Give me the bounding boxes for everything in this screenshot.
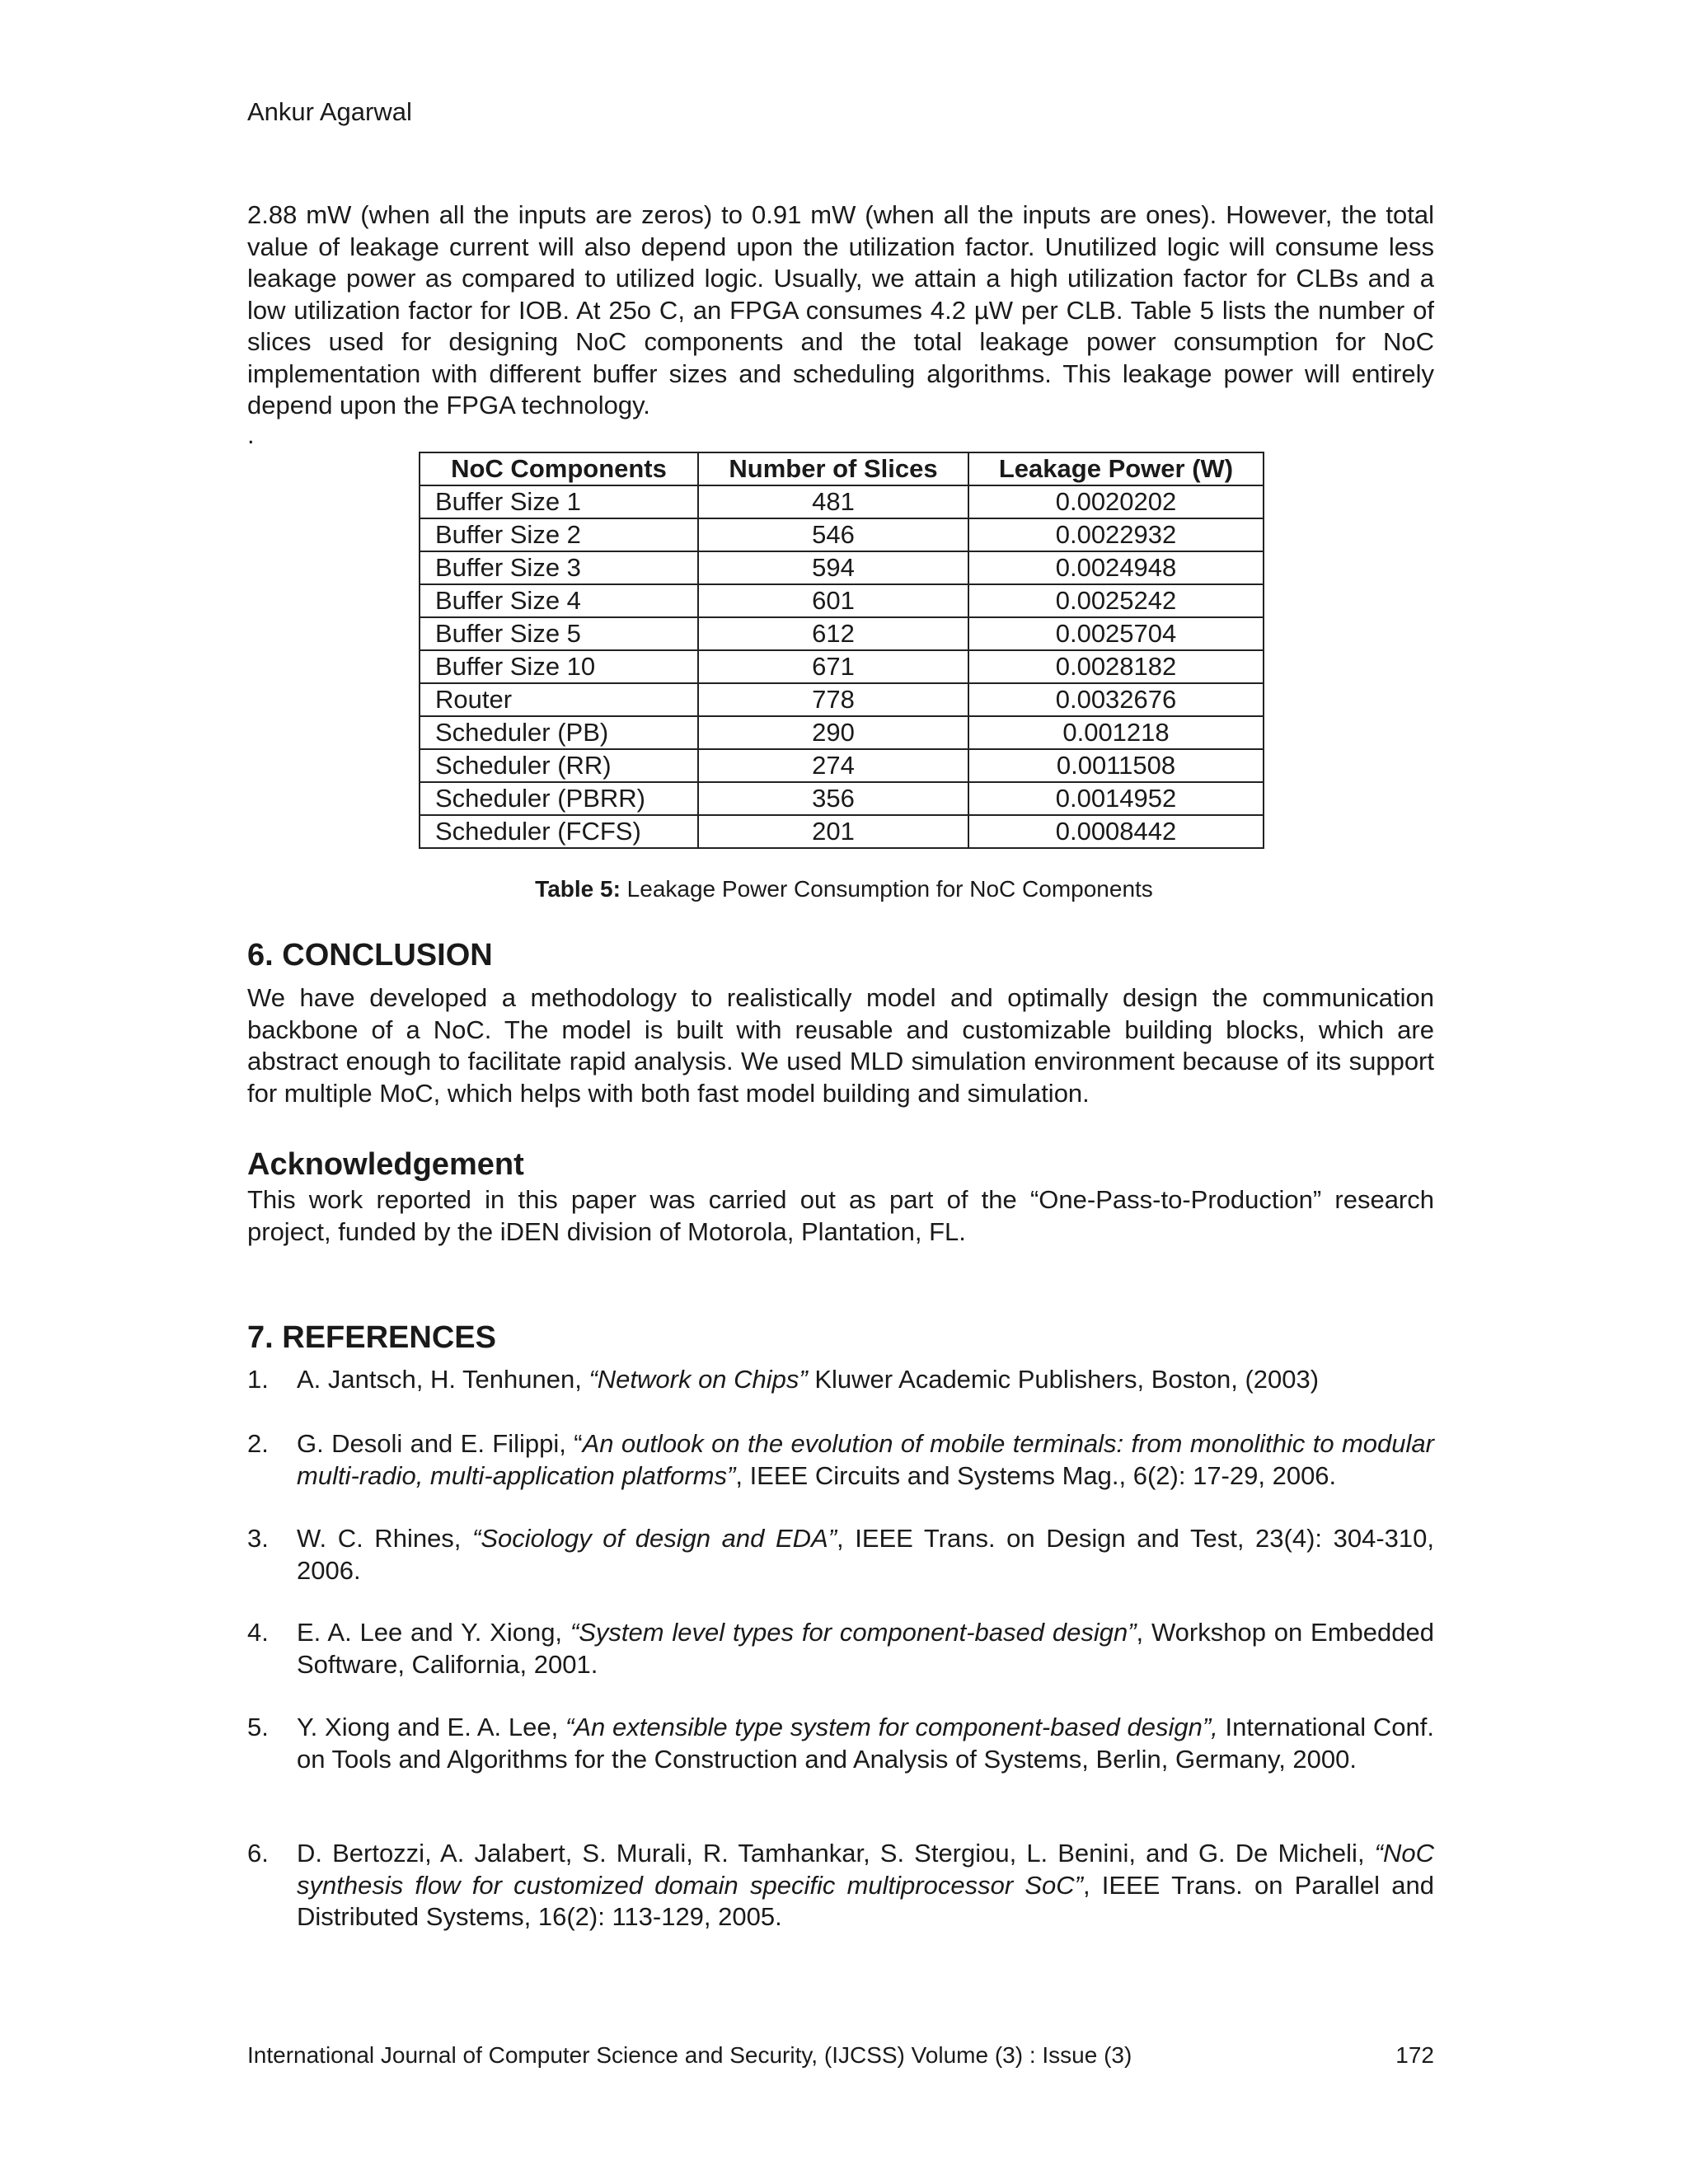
cell-slices: 546: [698, 518, 968, 551]
reference-venue: International Conf. on Tools and Algorithms for the Construction and Analysis of Systems, Berlin, Germany, 2000.: [297, 1713, 1434, 1774]
cell-leakage: 0.0025242: [968, 584, 1264, 617]
table-row: [420, 551, 1264, 584]
table-row: [420, 782, 1264, 815]
cell-component: Buffer Size 4: [420, 584, 698, 617]
cell-slices: 612: [698, 617, 968, 650]
reference-authors: E. A. Lee and Y. Xiong,: [297, 1618, 570, 1647]
reference-item: [247, 1364, 1434, 1396]
table-row: [420, 518, 1264, 551]
table-row: [420, 650, 1264, 683]
cell-component: Scheduler (RR): [420, 749, 698, 782]
reference-title: “System level types for component-based design”: [570, 1618, 1137, 1647]
running-header-author: Ankur Agarwal: [247, 97, 412, 126]
cell-leakage: 0.0008442: [968, 815, 1264, 848]
acknowledgement-paragraph: This work reported in this paper was carried out as part of the “One-Pass-to-Production” research project, funded by the iDEN division of Motorola, Plantation, FL.: [247, 1185, 1434, 1246]
acknowledgement-heading: Acknowledgement: [247, 1147, 524, 1182]
column-header-leakage: Leakage Power (W): [968, 452, 1264, 485]
cell-slices: 274: [698, 749, 968, 782]
cell-leakage: 0.0022932: [968, 518, 1264, 551]
cell-slices: 201: [698, 815, 968, 848]
column-header-slices: Number of Slices: [698, 452, 968, 485]
reference-item: [247, 1617, 1434, 1680]
column-header-components: NoC Components: [420, 452, 698, 485]
references-heading: 7. REFERENCES: [247, 1320, 496, 1355]
reference-title: “Network on Chips”: [588, 1365, 808, 1394]
cell-slices: 356: [698, 782, 968, 815]
reference-venue: , IEEE Trans. on Parallel and Distributed Systems, 16(2): 113-129, 2005.: [297, 1870, 1434, 1931]
reference-title: “Sociology of design and EDA”: [472, 1524, 837, 1553]
table-row: [420, 749, 1264, 782]
reference-authors: Y. Xiong and E. A. Lee,: [297, 1713, 566, 1741]
cell-slices: 481: [698, 485, 968, 518]
cell-component: Scheduler (PB): [420, 716, 698, 749]
table-header-row: [420, 452, 1264, 485]
table-row: [420, 716, 1264, 749]
cell-component: Buffer Size 2: [420, 518, 698, 551]
table-caption: [0, 876, 1688, 902]
conclusion-paragraph: We have developed a methodology to realistically model and optimally design the communication backbone of a NoC. The model is built with reusable and customizable building blocks, which are abstract enough to facilitate rapid analysis. We used MLD simulation environment because of its support for multiple MoC, which helps with both fast model building and simulation.: [247, 983, 1434, 1108]
intro-paragraph: 2.88 mW (when all the inputs are zeros) to 0.91 mW (when all the inputs are ones). However, the total value of leakage current will also depend upon the utilization factor. Unutilized logic will consume less leakage power as compared to utilized logic. Usually, we attain a high utilization factor for CLBs and a low utilization factor for IOB. At 25o C, an FPGA consumes 4.2 µW per CLB. Table 5 lists the number of slices used for designing NoC components and the total leakage power consumption for NoC implementation with different buffer sizes and scheduling algorithms. This leakage power will entirely depend upon the FPGA technology.: [247, 200, 1434, 419]
cell-slices: 671: [698, 650, 968, 683]
cell-component: Buffer Size 10: [420, 650, 698, 683]
reference-venue: , IEEE Circuits and Systems Mag., 6(2): 17-29, 2006.: [735, 1460, 1337, 1490]
cell-leakage: 0.0020202: [968, 485, 1264, 518]
reference-number: 3.: [247, 1524, 269, 1553]
reference-authors: A. Jantsch, H. Tenhunen,: [297, 1365, 589, 1394]
table-row: [420, 485, 1264, 518]
reference-number: 4.: [247, 1618, 269, 1647]
reference-number: 1.: [247, 1365, 269, 1394]
cell-slices: 601: [698, 584, 968, 617]
conclusion-heading: 6. CONCLUSION: [247, 938, 493, 972]
reference-item: [247, 1712, 1434, 1775]
leakage-power-table: [419, 452, 1264, 849]
table-row: [420, 815, 1264, 848]
reference-item: [247, 1523, 1434, 1586]
table-row: [420, 683, 1264, 716]
cell-slices: 594: [698, 551, 968, 584]
cell-component: Buffer Size 1: [420, 485, 698, 518]
reference-number: 5.: [247, 1713, 269, 1741]
cell-leakage: 0.001218: [968, 716, 1264, 749]
cell-component: Router: [420, 683, 698, 716]
reference-item: [247, 1428, 1434, 1492]
reference-number: 6.: [247, 1839, 269, 1868]
reference-authors: W. C. Rhines,: [297, 1524, 472, 1553]
cell-component: Buffer Size 3: [420, 551, 698, 584]
reference-venue: , IEEE Trans. on Design and Test, 23(4): 304-310, 2006.: [297, 1524, 1434, 1585]
stray-dot: .: [247, 420, 255, 449]
cell-slices: 778: [698, 683, 968, 716]
cell-leakage: 0.0032676: [968, 683, 1264, 716]
reference-item: [247, 1838, 1434, 1933]
table-caption-label: Table 5:: [535, 876, 621, 902]
reference-venue: , Workshop on Embedded Software, California, 2001.: [297, 1618, 1434, 1679]
cell-leakage: 0.0028182: [968, 650, 1264, 683]
cell-component: Scheduler (FCFS): [420, 815, 698, 848]
cell-slices: 290: [698, 716, 968, 749]
reference-title: “An extensible type system for component-based design”,: [565, 1713, 1218, 1741]
cell-leakage: 0.0024948: [968, 551, 1264, 584]
table-row: [420, 584, 1264, 617]
page-number: 172: [1395, 2042, 1434, 2068]
cell-leakage: 0.0025704: [968, 617, 1264, 650]
reference-authors: G. Desoli and E. Filippi, “: [297, 1429, 583, 1458]
table-caption-text: Leakage Power Consumption for NoC Components: [620, 876, 1153, 902]
footer-journal: International Journal of Computer Science and Security, (IJCSS) Volume (3) : Issue (3): [247, 2042, 1132, 2068]
cell-component: Buffer Size 5: [420, 617, 698, 650]
reference-authors: D. Bertozzi, A. Jalabert, S. Murali, R. Tamhankar, S. Stergiou, L. Benini, and G. De Micheli,: [297, 1839, 1375, 1868]
table-row: [420, 617, 1264, 650]
cell-component: Scheduler (PBRR): [420, 782, 698, 815]
cell-leakage: 0.0011508: [968, 749, 1264, 782]
reference-venue: Kluwer Academic Publishers, Boston, (2003): [807, 1365, 1320, 1394]
reference-number: 2.: [247, 1429, 269, 1458]
reference-title: An outlook on the evolution of mobile terminals: from monolithic to modular multi-radio, multi-application platforms”: [297, 1429, 1434, 1490]
reference-title: “NoC synthesis flow for customized domain specific multiprocessor SoC”: [297, 1839, 1434, 1900]
cell-leakage: 0.0014952: [968, 782, 1264, 815]
